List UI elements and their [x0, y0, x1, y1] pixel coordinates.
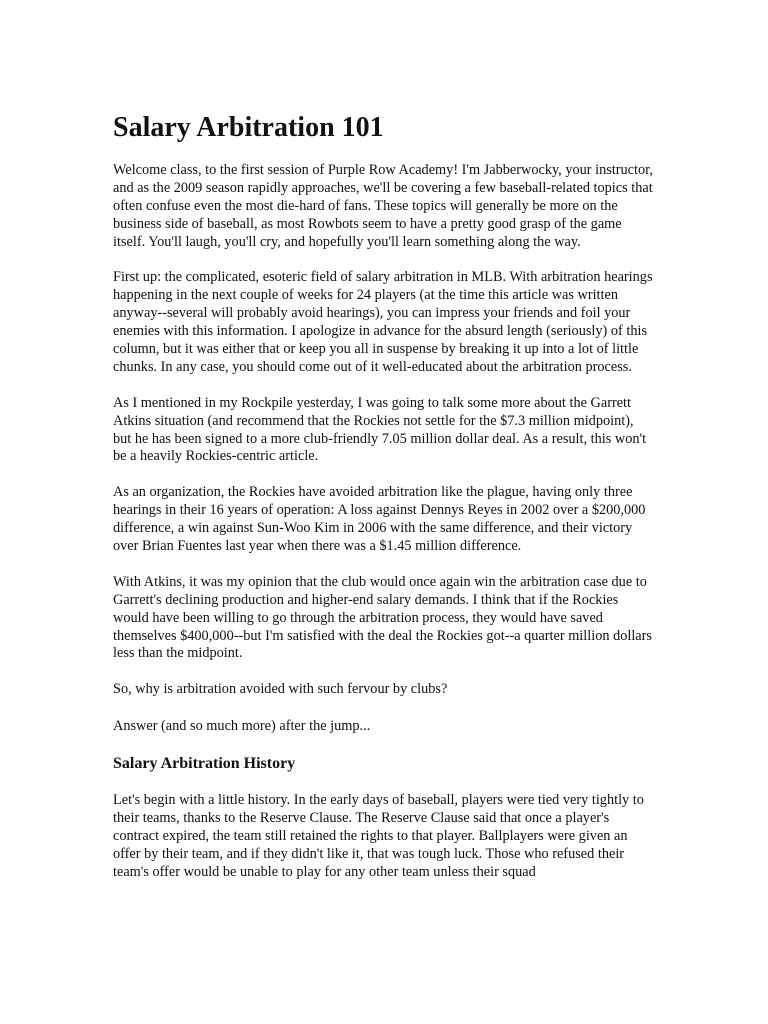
- history-paragraph: Let's begin with a little history. In the early days of baseball, players were tied very tightly to their teams, thanks to the Reserve Clause. The Reserve Clause said that once a player's contract expired, the team still retained the rights to that player. Ballplayers were given an offer by their team, and if they didn't like it, that was tough luck. Those who refused their team's offer would be unable to play for any other team unless their squad: [113, 792, 644, 880]
- atkins-paragraph: As I mentioned in my Rockpile yesterday, I was going to talk some more about the Garrett Atkins situation (and recommend that the Rockies not settle for the $7.3 million midpoint), but he has been signed to a more club-friendly 7.05 million dollar deal. As a result, this won't be a heavily Rockies-centric article.: [113, 394, 647, 465]
- article-title: Salary Arbitration 101: [113, 112, 384, 143]
- article: [113, 110, 653, 899]
- question-paragraph: So, why is arbitration avoided with such fervour by clubs?: [113, 681, 448, 698]
- rockies-hearings-paragraph: As an organization, the Rockies have avoided arbitration like the plague, having only three hearings in their 16 years of operation: A loss against Dennys Reyes in 2002 over a $200,000 difference, a win against Sun-Woo Kim in 2006 with the same difference, and their victory over Brian Fuentes last year when there was a $1.45 million difference.: [113, 484, 646, 554]
- atkins-opinion-paragraph: With Atkins, it was my opinion that the club would once again win the arbitration case due to Garrett's declining production and higher-end salary demands. I think that if the Rockies would have been willing to go through the arbitration process, they would have saved themselves $400,000--but I'm satisfied with the deal the Rockies got--a quarter million dollars less than the midpoint.: [113, 573, 652, 662]
- arbitration-overview-paragraph: First up: the complicated, esoteric field of salary arbitration in MLB. With arbitration hearings happening in the next couple of weeks for 24 players (at the time this article was written anyway--several will probably avoid hearings), you can impress your friends and foil your enemies with this information. I apologize in advance for the absurd length (seriously) of this column, but it was either that or keep you all in suspense by breaking it up into a lot of little chunks. In any case, you should come out of it well-educated about the arbitration process.: [113, 269, 653, 375]
- jump-paragraph: Answer (and so much more) after the jump...: [113, 717, 371, 734]
- section-heading: Salary Arbitration History: [113, 755, 296, 773]
- intro-paragraph: Welcome class, to the first session of Purple Row Academy! I'm Jabberwocky, your instructor, and as the 2009 season rapidly approaches, we'll be covering a few baseball-related topics that often confuse even the most die-hard of fans. These topics will generally be more on the business side of baseball, as most Rowbots seem to have a pretty good grasp of the game itself. You'll laugh, you'll cry, and hopefully you'll learn something along the way.: [113, 162, 653, 250]
